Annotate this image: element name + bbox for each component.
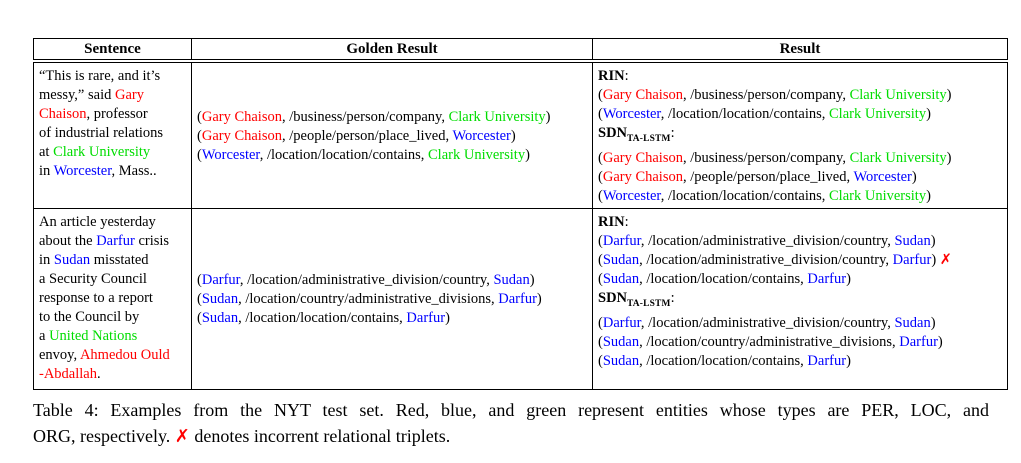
entity-per: Gary Chaison — [602, 149, 683, 166]
entity-org: Clark University — [448, 108, 546, 125]
entity-loc: Sudan — [894, 232, 931, 249]
text-line — [598, 289, 1002, 314]
text-segment: ) — [846, 352, 851, 369]
text-segment: , /location/administrative_division/country, — [639, 251, 893, 268]
entity-loc: Sudan — [201, 310, 239, 327]
text-segment: ( — [598, 106, 603, 122]
text-segment: , /location/location/contains, — [639, 352, 808, 369]
text-segment: misstated — [90, 251, 149, 268]
header-row — [34, 39, 1008, 62]
text-line — [33, 423, 989, 450]
incorrect-mark-icon: ✗ — [939, 251, 952, 268]
header-golden-result: Golden Result — [192, 39, 593, 62]
text-segment: , /people/person/place_lived, — [682, 168, 854, 185]
entity-loc: Worcester — [602, 187, 661, 204]
text-line — [598, 168, 1002, 187]
text-segment: SDN — [598, 125, 628, 141]
text-segment: , /business/person/company, — [682, 87, 850, 103]
text-segment: ) — [946, 149, 952, 166]
text-segment: , /business/person/company, — [281, 108, 449, 125]
text-line — [39, 308, 186, 327]
text-segment: , /location/location/contains, — [639, 270, 808, 287]
text-segment: ( — [197, 291, 202, 308]
text-line — [598, 352, 1002, 371]
entity-org: Clark University — [53, 144, 151, 160]
text-segment: : — [624, 213, 629, 230]
text-line — [39, 327, 186, 346]
text-segment: , /location/location/contains, — [660, 187, 830, 204]
text-segment: TA-LSTM — [627, 133, 671, 144]
text-segment: about the — [39, 232, 97, 249]
text-segment: SDN — [598, 289, 628, 306]
text-line — [598, 124, 1002, 149]
text-segment: a Security Council — [39, 270, 147, 287]
entity-loc: Darfur — [892, 251, 932, 268]
entity-per: Gary Chaison — [602, 168, 683, 185]
text-segment: at — [39, 144, 54, 160]
text-segment: ) — [545, 108, 551, 125]
text-line — [39, 143, 186, 162]
text-segment: , /location/location/contains, — [259, 146, 429, 163]
text-segment: ( — [197, 127, 202, 144]
entity-loc: Darfur — [96, 232, 135, 249]
sentence-cell — [34, 61, 192, 208]
text-segment: ( — [598, 270, 603, 287]
text-segment: ( — [197, 310, 202, 327]
entity-loc: Sudan — [894, 314, 931, 331]
text-segment: ( — [598, 187, 603, 204]
entity-loc: Sudan — [201, 291, 239, 308]
text-segment: to the Council by — [39, 308, 140, 325]
text-segment: ( — [598, 352, 603, 369]
text-line — [598, 251, 1002, 270]
entity-loc: Darfur — [498, 291, 537, 308]
text-segment: ) — [846, 270, 851, 287]
text-segment: ( — [197, 108, 202, 125]
text-segment: denotes incorrent relational triplets. — [189, 426, 451, 446]
text-segment: ) — [911, 168, 917, 185]
entity-loc: Sudan — [602, 333, 640, 350]
text-segment: in — [39, 163, 54, 179]
text-segment: , /location/country/administrative_divisions, — [639, 333, 900, 350]
text-line — [598, 314, 1002, 333]
text-segment: messy,” said — [39, 87, 115, 103]
text-segment: ) — [926, 187, 931, 204]
text-segment: ) — [525, 146, 530, 163]
entity-org: Clark University — [829, 106, 927, 122]
text-segment: ORG, respectively. — [33, 426, 175, 446]
text-segment: , /location/country/administrative_divisions, — [238, 291, 499, 308]
entity-per: Gary Chaison — [602, 87, 683, 103]
text-segment: in — [39, 251, 54, 268]
text-segment: , /people/person/place_lived, — [281, 127, 453, 144]
text-segment: , /location/administrative_division/country, — [640, 314, 895, 331]
text-line — [39, 67, 186, 86]
golden-result-cell — [192, 61, 593, 208]
entity-org: Clark University — [849, 87, 947, 103]
text-segment: Table 4: Examples from the NYT test set. Red, blue, and green represent entities whose types are PER, LOC, and — [33, 400, 989, 420]
text-line — [39, 213, 186, 232]
text-line — [197, 108, 587, 127]
entity-org: United Nations — [49, 327, 138, 344]
text-segment: ) — [445, 310, 450, 327]
text-segment: ) — [930, 232, 936, 249]
text-line — [197, 271, 587, 290]
text-line — [598, 86, 1002, 105]
entity-loc: Darfur — [602, 232, 641, 249]
entity-loc: Sudan — [53, 251, 91, 268]
text-segment: of industrial relations — [39, 125, 164, 141]
entity-per: Gary — [114, 87, 144, 103]
text-segment: RIN — [598, 213, 625, 230]
entity-loc: Sudan — [602, 270, 640, 287]
text-line — [39, 232, 186, 251]
text-segment: TA-LSTM — [627, 298, 671, 309]
text-line — [39, 289, 186, 308]
text-segment: ( — [598, 149, 603, 166]
text-line — [197, 127, 587, 146]
sentence-cell — [34, 208, 192, 389]
text-line — [39, 86, 186, 105]
text-segment: , /location/location/contains, — [238, 310, 407, 327]
text-segment: : — [670, 125, 675, 141]
text-segment: , /location/location/contains, — [660, 106, 830, 122]
header-sentence: Sentence — [34, 39, 192, 62]
text-line — [197, 146, 587, 165]
entity-loc: Worcester — [853, 168, 912, 185]
text-line — [197, 309, 587, 328]
entity-loc: Worcester — [452, 127, 511, 144]
entity-loc: Worcester — [602, 106, 661, 122]
text-segment: response to a report — [39, 289, 153, 306]
text-segment: ( — [598, 333, 603, 350]
entity-per: Gary Chaison — [201, 127, 282, 144]
entity-org: Clark University — [428, 146, 526, 163]
text-segment: ) — [926, 106, 931, 122]
entity-loc: Darfur — [807, 270, 847, 287]
text-line — [598, 67, 1002, 86]
text-segment: ) — [937, 333, 943, 350]
text-segment: ( — [598, 232, 603, 249]
text-segment: ( — [598, 168, 603, 185]
text-segment: ( — [197, 272, 202, 289]
text-segment: envoy, — [39, 346, 80, 363]
entity-per: Ahmedou Ould — [79, 346, 170, 363]
example-row-1 — [34, 61, 1008, 208]
entity-org: Clark University — [849, 149, 947, 166]
text-segment: , /location/administrative_division/country, — [640, 232, 895, 249]
text-line — [39, 162, 186, 181]
entity-per: Chaison — [39, 106, 87, 122]
text-segment: ) — [510, 127, 516, 144]
text-segment: ( — [197, 146, 202, 163]
entity-loc: Darfur — [602, 314, 641, 331]
results-table — [33, 38, 1008, 390]
text-segment: ) — [529, 272, 535, 289]
text-segment: , /location/administrative_division/country, — [239, 272, 494, 289]
result-cell — [593, 208, 1008, 389]
entity-loc: Sudan — [602, 251, 640, 268]
entity-loc: Sudan — [602, 352, 640, 369]
entity-loc: Darfur — [899, 333, 938, 350]
text-line — [39, 270, 186, 289]
entity-loc: Worcester — [201, 146, 260, 163]
table-caption — [33, 397, 989, 450]
golden-result-cell — [192, 208, 593, 389]
text-line — [197, 290, 587, 309]
text-segment: ( — [598, 251, 603, 268]
entity-loc: Worcester — [53, 163, 112, 179]
text-segment: : — [670, 289, 675, 306]
text-segment: ) — [946, 87, 952, 103]
text-line — [39, 105, 186, 124]
text-segment: An article yesterday — [39, 213, 156, 230]
text-segment: . — [96, 365, 101, 382]
text-line — [598, 232, 1002, 251]
text-segment: , professor — [86, 106, 148, 122]
entity-per: -Abdallah — [39, 365, 97, 382]
text-line — [39, 124, 186, 143]
text-line — [39, 365, 186, 384]
example-row-2 — [34, 208, 1008, 389]
entity-loc: Darfur — [201, 272, 240, 289]
text-line — [598, 187, 1002, 206]
entity-loc: Darfur — [807, 352, 847, 369]
text-segment: RIN — [598, 68, 625, 84]
text-line — [598, 270, 1002, 289]
text-segment: “This is rare, and it’s — [39, 68, 161, 84]
result-cell — [593, 61, 1008, 208]
header-result: Result — [593, 39, 1008, 62]
text-segment: a — [39, 327, 50, 344]
text-line — [598, 105, 1002, 124]
entity-loc: Sudan — [493, 272, 530, 289]
text-segment: ) — [931, 251, 940, 268]
entity-org: Clark University — [829, 187, 927, 204]
entity-loc: Darfur — [406, 310, 446, 327]
text-segment: ) — [536, 291, 542, 308]
incorrect-mark-icon: ✗ — [174, 426, 190, 447]
text-line — [39, 251, 186, 270]
text-segment: ( — [598, 87, 603, 103]
text-line — [598, 149, 1002, 168]
text-segment: : — [624, 68, 629, 84]
text-line — [598, 333, 1002, 352]
text-line — [33, 397, 989, 423]
text-segment: ( — [598, 314, 603, 331]
text-segment: , /business/person/company, — [682, 149, 850, 166]
entity-per: Gary Chaison — [201, 108, 282, 125]
text-segment: , Mass.. — [111, 163, 157, 179]
text-line — [598, 213, 1002, 232]
text-segment: crisis — [134, 232, 170, 249]
text-line — [39, 346, 186, 365]
text-segment: ) — [930, 314, 936, 331]
